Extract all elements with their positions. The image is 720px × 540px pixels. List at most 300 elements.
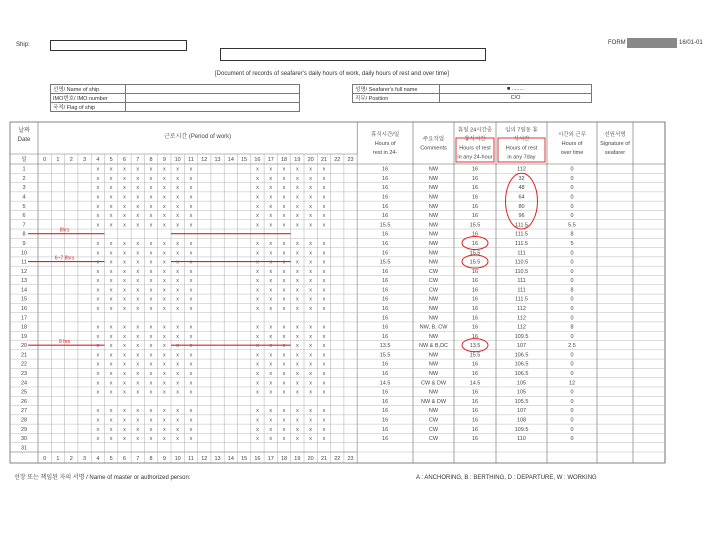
- work-hour-mark: x: [109, 250, 113, 257]
- hour-label-bottom: 18: [280, 456, 288, 462]
- work-hour-mark: x: [256, 436, 259, 443]
- work-hour-mark: x: [176, 287, 180, 294]
- hour-label-bottom: 23: [347, 456, 354, 462]
- work-hour-mark: x: [176, 417, 180, 424]
- hour-label-top: 19: [294, 157, 301, 163]
- work-hour-mark: x: [136, 240, 140, 247]
- comments-cell: NW: [428, 352, 439, 359]
- work-hour-mark: x: [256, 166, 259, 173]
- work-hour-mark: x: [162, 268, 166, 275]
- signature-header: Signature of: [600, 141, 630, 147]
- hour-label-bottom: 22: [334, 456, 341, 462]
- rest-hours-cell: 16: [382, 398, 389, 405]
- hour-label-top: 22: [334, 157, 341, 163]
- work-hour-mark: x: [269, 185, 273, 192]
- rest-7day-cell: 111.5: [515, 240, 528, 247]
- overtime-cell: 0: [570, 175, 574, 182]
- hour-label-top: 12: [201, 157, 208, 163]
- work-hour-mark: x: [189, 203, 193, 210]
- form-label: FORM: [608, 40, 626, 46]
- rest-7day-cell: 112: [517, 315, 526, 322]
- work-hour-mark: x: [322, 213, 326, 220]
- work-hour-mark: x: [322, 287, 326, 294]
- rest-7day-cell: 112: [517, 324, 526, 331]
- work-hour-mark: x: [149, 380, 153, 387]
- work-hour-mark: x: [136, 222, 140, 229]
- work-hour-mark: x: [295, 222, 299, 229]
- rest-hours-cell: 16: [382, 417, 389, 424]
- work-hour-mark: x: [149, 259, 153, 266]
- work-hour-mark: x: [176, 203, 180, 210]
- work-hour-mark: x: [162, 343, 166, 350]
- day-number: 6: [22, 213, 26, 220]
- work-hour-mark: x: [162, 259, 166, 266]
- rest-hours-cell: 15.5: [379, 352, 391, 359]
- work-hour-mark: x: [109, 380, 113, 387]
- work-hour-mark: x: [96, 371, 100, 378]
- rest-hours-cell: 13.5: [379, 343, 391, 350]
- work-hour-mark: x: [322, 380, 326, 387]
- hour-label-bottom: 13: [214, 456, 221, 462]
- work-hour-mark: x: [295, 417, 299, 424]
- work-hour-mark: x: [123, 166, 126, 173]
- work-hour-mark: x: [282, 436, 286, 443]
- work-hour-mark: x: [309, 426, 313, 433]
- overtime-cell: 0: [570, 296, 574, 303]
- rest-24h-cell: 16: [471, 185, 479, 192]
- work-hour-mark: x: [162, 194, 166, 201]
- seafarer-name-label: 성명/ Seafarer's full name: [353, 85, 440, 94]
- hour-label-top: 0: [43, 157, 47, 163]
- work-hour-mark: x: [189, 240, 193, 247]
- work-hour-mark: x: [269, 333, 273, 340]
- rest-7day-cell: 110.5: [514, 268, 529, 275]
- hour-label-bottom: 5: [109, 456, 113, 462]
- overtime-cell: 0: [570, 371, 574, 378]
- work-hour-mark: x: [256, 306, 259, 312]
- work-hour-mark: x: [176, 268, 180, 275]
- rest-7day-cell: 111: [517, 250, 526, 257]
- work-hour-mark: x: [269, 278, 273, 285]
- work-hour-mark: x: [162, 352, 166, 359]
- rest-hours-header: 휴식시간/일: [371, 132, 400, 138]
- overtime-cell: 0: [570, 389, 574, 396]
- comments-cell: NW: [428, 175, 439, 182]
- signature-header: seafarer: [604, 150, 626, 156]
- rest-7day-cell: 106.5: [514, 361, 529, 368]
- work-hour-mark: x: [136, 213, 140, 220]
- work-hour-mark: x: [282, 185, 286, 192]
- work-hour-mark: x: [189, 324, 193, 331]
- work-hour-mark: x: [309, 213, 313, 220]
- legend-text: A : ANCHORING, B : BERTHING, D : DEPARTURE, W : WORKING: [416, 475, 597, 481]
- work-hour-mark: x: [149, 389, 153, 396]
- overtime-header: 시간외 근무: [557, 132, 587, 138]
- work-hour-mark: x: [322, 389, 326, 396]
- comments-cell: CW: [428, 287, 439, 294]
- overtime-cell: 0: [570, 426, 574, 433]
- overtime-cell: 8: [570, 324, 574, 331]
- rest-24h-cell: 16: [471, 194, 479, 201]
- hour-label-top: 21: [320, 157, 328, 163]
- work-hour-mark: x: [176, 361, 180, 368]
- hour-label-bottom: 3: [83, 456, 87, 462]
- work-hour-mark: x: [322, 222, 326, 229]
- signature-header: 선원서명: [604, 132, 626, 138]
- work-hour-mark: x: [309, 259, 313, 266]
- day-number: 11: [21, 259, 27, 266]
- work-hour-mark: x: [189, 371, 193, 378]
- day-number: 23: [20, 371, 28, 378]
- work-hour-mark: x: [176, 259, 180, 266]
- hour-label-bottom: 12: [201, 456, 208, 462]
- comments-cell: NW: [428, 361, 439, 368]
- work-hour-mark: x: [295, 287, 299, 294]
- work-hour-mark: x: [162, 408, 166, 415]
- work-hour-mark: x: [322, 278, 326, 285]
- day-number: 14: [20, 287, 28, 294]
- hour-label-top: 10: [174, 157, 181, 163]
- hour-label-top: 16: [254, 157, 261, 163]
- rest-7day-cell: 111: [517, 287, 526, 294]
- rest-24h-cell: 15.5: [469, 222, 481, 229]
- work-hour-mark: x: [256, 408, 259, 415]
- work-hour-mark: x: [96, 380, 100, 387]
- work-hour-mark: x: [189, 259, 193, 266]
- rest-24h-header: 휴일 24시간중: [457, 127, 493, 134]
- work-hour-mark: x: [269, 296, 273, 303]
- work-hour-mark: x: [149, 240, 153, 247]
- work-hour-mark: x: [295, 436, 299, 443]
- work-hour-mark: x: [149, 194, 153, 201]
- work-hour-mark: x: [189, 222, 193, 229]
- overtime-cell: 0: [570, 417, 574, 424]
- rest-hours-cell: 16: [382, 287, 389, 294]
- work-hour-mark: x: [123, 278, 126, 285]
- work-hour-mark: x: [109, 213, 113, 220]
- work-hour-mark: x: [136, 203, 140, 210]
- day-number: 9: [22, 240, 26, 247]
- work-hour-mark: x: [96, 203, 100, 210]
- work-hour-mark: x: [256, 287, 259, 294]
- work-hour-mark: x: [269, 408, 273, 415]
- rest-24h-cell: 16: [471, 333, 479, 340]
- work-hour-mark: x: [269, 324, 273, 331]
- work-hour-mark: x: [256, 333, 259, 340]
- work-hour-mark: x: [149, 417, 153, 424]
- work-hour-mark: x: [149, 185, 153, 192]
- rest-hours-cell: 16: [382, 333, 389, 340]
- work-hour-mark: x: [123, 306, 126, 312]
- day-label: 일: [21, 157, 27, 163]
- work-hour-mark: x: [136, 389, 140, 396]
- work-hour-mark: x: [149, 352, 153, 359]
- comments-cell: CW & DW: [420, 380, 447, 387]
- work-hour-mark: x: [123, 436, 126, 443]
- work-hour-mark: x: [269, 194, 273, 201]
- work-hour-mark: x: [176, 333, 180, 340]
- work-hour-mark: x: [322, 175, 326, 182]
- rest-hours-cell: 16: [382, 408, 389, 415]
- work-hour-mark: x: [149, 175, 153, 182]
- work-hour-mark: x: [149, 278, 153, 285]
- work-hour-mark: x: [189, 268, 193, 275]
- rest-hours-cell: 16: [382, 361, 389, 368]
- work-hour-mark: x: [123, 213, 126, 220]
- work-hour-mark: x: [149, 426, 153, 433]
- day-number: 22: [20, 361, 28, 368]
- work-hour-mark: x: [256, 389, 259, 396]
- work-hour-mark: x: [149, 343, 153, 350]
- work-hour-mark: x: [269, 213, 273, 220]
- rest-hours-cell: 16: [382, 306, 389, 312]
- rest-24h-cell: 13.5: [469, 343, 481, 350]
- flag-label: 국적/ Flag of ship: [51, 103, 126, 112]
- overtime-cell: 5.5: [568, 222, 576, 229]
- work-hour-mark: x: [109, 343, 113, 350]
- day-number: 29: [20, 426, 28, 433]
- work-hour-mark: x: [123, 296, 126, 303]
- work-hour-mark: x: [322, 426, 326, 433]
- comments-cell: NW: [428, 315, 439, 322]
- hour-label-bottom: 8: [149, 456, 153, 462]
- rest-hours-cell: 16: [382, 324, 389, 331]
- rest-hours-cell: 14.5: [379, 380, 391, 387]
- work-hour-mark: x: [256, 259, 259, 266]
- hour-label-top: 1: [56, 157, 60, 163]
- day-number: 12: [20, 268, 28, 275]
- rest-7day-header: Hours of rest: [505, 145, 538, 152]
- work-hour-mark: x: [162, 389, 166, 396]
- day-number: 13: [20, 278, 28, 285]
- hour-label-top: 17: [267, 157, 274, 163]
- comments-cell: NW & B,DC: [418, 343, 449, 350]
- work-hour-mark: x: [282, 175, 286, 182]
- work-hour-mark: x: [176, 194, 180, 201]
- work-hour-mark: x: [96, 361, 100, 368]
- work-hour-mark: x: [96, 296, 100, 303]
- work-hour-mark: x: [295, 333, 299, 340]
- overtime-cell: 0: [570, 333, 574, 340]
- work-hour-mark: x: [256, 343, 259, 350]
- work-hour-mark: x: [295, 343, 299, 350]
- day-number: 26: [20, 398, 28, 405]
- work-hour-mark: x: [136, 296, 140, 303]
- hour-label-bottom: 6: [122, 456, 126, 462]
- work-hour-mark: x: [149, 203, 153, 210]
- work-hour-mark: x: [109, 296, 113, 303]
- work-hour-mark: x: [176, 371, 180, 378]
- work-hour-mark: x: [189, 213, 193, 220]
- comments-cell: NW & DW: [420, 398, 447, 405]
- day-number: 28: [20, 417, 28, 424]
- overtime-cell: 0: [570, 315, 574, 322]
- work-hour-mark: x: [96, 185, 100, 192]
- comments-cell: CW: [428, 436, 439, 443]
- hour-label-bottom: 19: [294, 456, 301, 462]
- rest-7day-cell: 32: [518, 175, 525, 182]
- rest-7day-cell: 64: [518, 194, 525, 201]
- rest-7day-cell: 110: [517, 436, 526, 443]
- rest-24h-header: in any 24-hour: [457, 154, 493, 161]
- work-hour-mark: x: [282, 203, 286, 210]
- overtime-cell: 5: [570, 240, 574, 247]
- work-hour-mark: x: [123, 222, 126, 229]
- rest-24h-cell: 16: [471, 268, 479, 275]
- work-hour-mark: x: [123, 417, 126, 424]
- red-annotation-label: 8hrs: [59, 227, 70, 234]
- rest-hours-cell: 16: [382, 175, 389, 182]
- work-hour-mark: x: [162, 185, 166, 192]
- work-hour-mark: x: [123, 408, 126, 415]
- work-hour-mark: x: [269, 417, 273, 424]
- work-hour-mark: x: [322, 352, 326, 359]
- rest-24h-cell: 16: [471, 315, 479, 322]
- rest-24h-cell: 16: [471, 324, 479, 331]
- work-hour-mark: x: [309, 436, 313, 443]
- work-hour-mark: x: [282, 240, 286, 247]
- rest-hours-cell: 16: [382, 296, 389, 303]
- comments-cell: NW: [428, 259, 439, 266]
- rest-7day-cell: 112: [517, 166, 526, 173]
- date-label-en: Date: [17, 137, 31, 143]
- work-hour-mark: x: [176, 213, 180, 220]
- work-hour-mark: x: [162, 213, 166, 220]
- work-hour-mark: x: [282, 306, 286, 312]
- comments-header: Comments: [420, 145, 447, 152]
- rest-7day-cell: 109.5: [514, 426, 529, 433]
- day-number: 17: [20, 315, 28, 322]
- work-hour-mark: x: [295, 185, 299, 192]
- work-hour-mark: x: [123, 194, 126, 201]
- work-hour-mark: x: [136, 194, 140, 201]
- work-hour-mark: x: [176, 426, 180, 433]
- day-number: 15: [20, 296, 28, 303]
- work-hour-mark: x: [176, 343, 180, 350]
- hour-label-top: 23: [347, 157, 354, 163]
- rest-hours-cell: 15.5: [379, 222, 391, 229]
- day-number: 31: [20, 445, 28, 452]
- day-number: 30: [20, 436, 28, 443]
- day-number: 1: [22, 166, 26, 173]
- work-hour-mark: x: [96, 259, 100, 266]
- overtime-cell: 0: [570, 268, 574, 275]
- comments-cell: CW: [428, 426, 439, 433]
- work-hour-mark: x: [322, 185, 326, 192]
- work-hour-mark: x: [149, 213, 153, 220]
- overtime-cell: 0: [570, 185, 574, 192]
- work-hour-mark: x: [309, 268, 313, 275]
- work-hour-mark: x: [123, 185, 126, 192]
- hour-label-top: 20: [307, 157, 314, 163]
- work-hour-mark: x: [176, 389, 180, 396]
- rest-7day-cell: 110.5: [514, 259, 529, 266]
- work-hour-mark: x: [269, 250, 273, 257]
- work-hour-mark: x: [109, 324, 113, 331]
- work-hour-mark: x: [109, 268, 113, 275]
- rest-24h-cell: 16: [471, 426, 479, 433]
- work-hour-mark: x: [96, 268, 100, 275]
- work-hour-mark: x: [176, 380, 180, 387]
- comments-cell: NW, B, CW: [419, 324, 448, 331]
- work-hour-mark: x: [162, 380, 166, 387]
- work-hour-mark: x: [282, 389, 286, 396]
- work-hour-mark: x: [322, 306, 326, 312]
- work-hour-mark: x: [149, 222, 153, 229]
- work-hour-mark: x: [282, 296, 286, 303]
- hour-label-top: 9: [162, 157, 166, 163]
- rest-hours-cell: 16: [382, 203, 389, 210]
- work-hour-mark: x: [123, 324, 126, 331]
- overtime-cell: 0: [570, 194, 574, 201]
- rest-24h-cell: 15.5: [469, 250, 481, 257]
- work-hour-mark: x: [189, 333, 193, 340]
- work-hour-mark: x: [149, 436, 153, 443]
- work-hour-mark: x: [109, 259, 113, 266]
- work-hour-mark: x: [282, 371, 286, 378]
- work-hour-mark: x: [123, 175, 126, 182]
- work-hour-mark: x: [309, 343, 313, 350]
- position-value: C/O: [440, 94, 592, 103]
- work-hour-mark: x: [309, 278, 313, 285]
- work-hour-mark: x: [109, 371, 113, 378]
- work-hour-mark: x: [295, 203, 299, 210]
- work-hour-mark: x: [162, 306, 166, 312]
- rest-24h-header: 휴식시간: [464, 136, 486, 143]
- work-hour-mark: x: [309, 417, 313, 424]
- work-hour-mark: x: [109, 417, 113, 424]
- work-hour-mark: x: [322, 417, 326, 424]
- rest-7day-cell: 107: [516, 408, 527, 415]
- work-hour-mark: x: [109, 333, 113, 340]
- day-number: 3: [22, 185, 26, 192]
- rest-24h-cell: 16: [471, 287, 479, 294]
- rest-7day-cell: 105: [516, 389, 527, 396]
- rest-24h-cell: 16: [471, 296, 479, 303]
- work-hour-mark: x: [96, 352, 100, 359]
- work-hour-mark: x: [256, 352, 259, 359]
- work-hour-mark: x: [309, 240, 313, 247]
- work-hour-mark: x: [282, 333, 286, 340]
- work-hour-mark: x: [189, 343, 193, 350]
- work-hour-mark: x: [96, 333, 100, 340]
- work-hour-mark: x: [109, 426, 113, 433]
- rest-24h-cell: 15.5: [469, 352, 481, 359]
- work-hour-mark: x: [269, 259, 273, 266]
- work-hour-mark: x: [309, 166, 313, 173]
- rest-hours-cell: 15.5: [379, 259, 391, 266]
- comments-cell: NW: [428, 203, 439, 210]
- rest-7day-cell: 111.5: [515, 222, 528, 229]
- work-hour-mark: x: [295, 371, 299, 378]
- work-hour-mark: x: [309, 250, 313, 257]
- work-hour-mark: x: [109, 436, 113, 443]
- overtime-cell: 0: [570, 408, 574, 415]
- work-hour-mark: x: [96, 213, 100, 220]
- work-hour-mark: x: [269, 371, 273, 378]
- red-annotation-label: 6~7 8hrs: [54, 255, 75, 262]
- work-hour-mark: x: [123, 333, 126, 340]
- work-hour-mark: x: [256, 185, 259, 192]
- work-hour-mark: x: [309, 333, 313, 340]
- work-hour-mark: x: [322, 194, 326, 201]
- work-hour-mark: x: [269, 436, 273, 443]
- hour-label-top: 11: [188, 157, 194, 163]
- work-hour-mark: x: [322, 371, 326, 378]
- work-hour-mark: x: [282, 352, 286, 359]
- hour-label-top: 5: [109, 157, 113, 163]
- work-hour-mark: x: [269, 268, 273, 275]
